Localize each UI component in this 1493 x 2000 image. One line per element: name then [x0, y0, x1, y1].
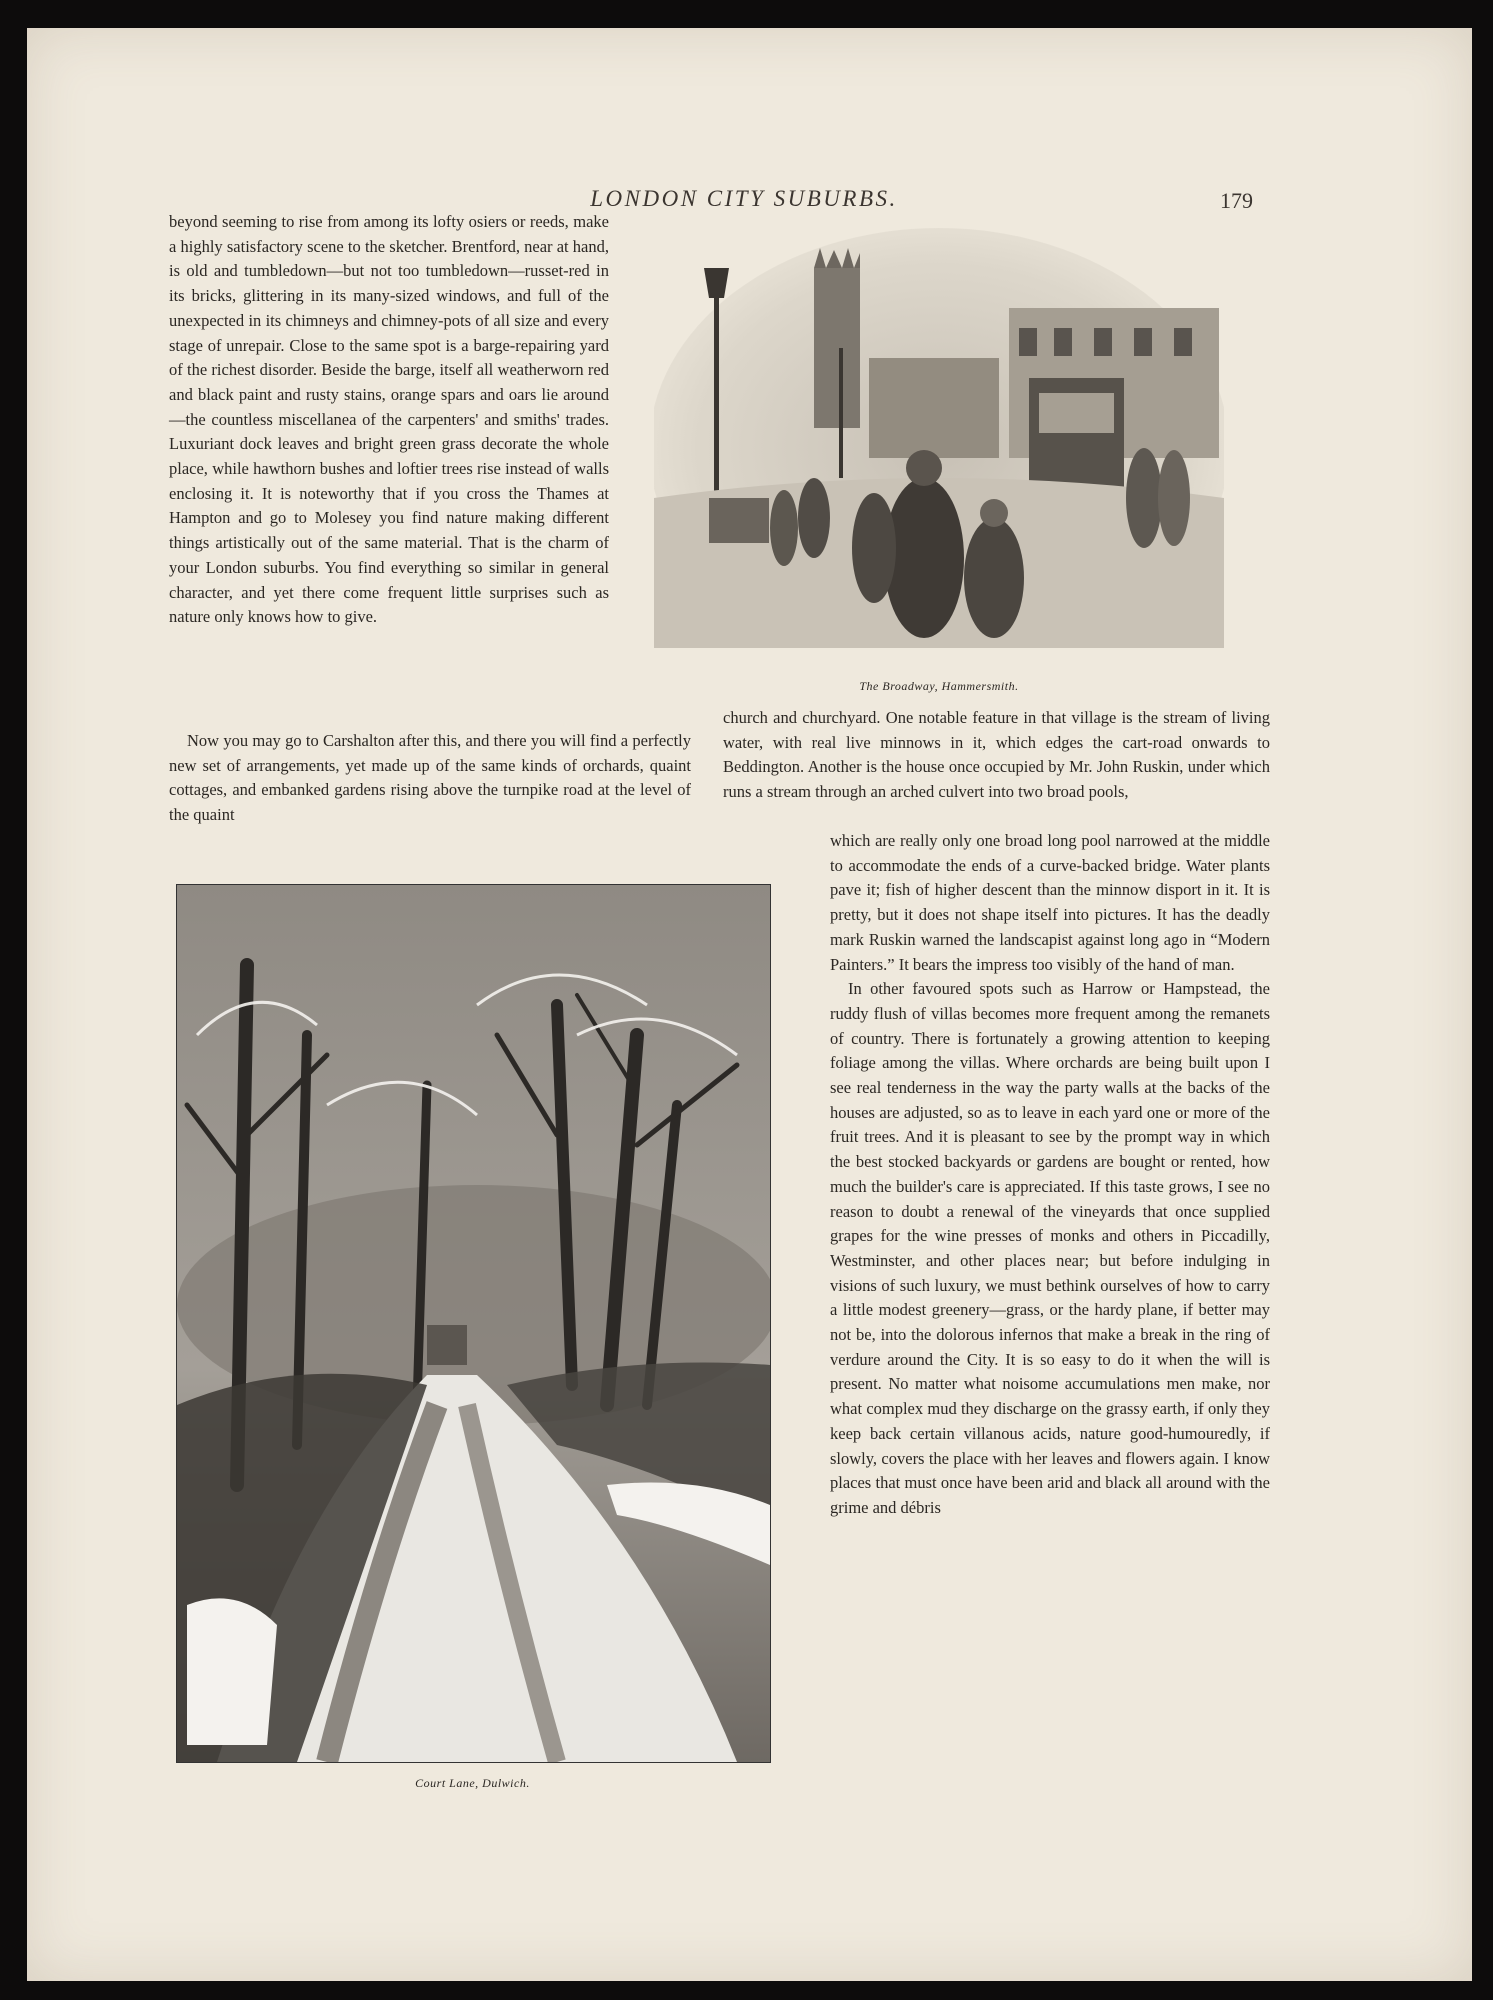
paragraph: In other favoured spots such as Harrow or Hampstead, the ruddy flush of villas becomes more frequent among the remanets of country. There is fortunately a growing attention to keeping foliage among the villas. Where orchards are being built upon I see real tenderness in the way the party walls at the backs of the houses are adjusted, so as to leave in each yard one or more of the fruit trees. And it is pleasant to see by the prompt way in which the best stocked backyards or gardens are bought or rented, how much the builder's care is appreciated. If this taste grows, I see no reason to doubt a renewal of the vineyards that once supplied grapes for the wine presses of monks and others in Piccadilly, Westminster, and other places near; but before indulging in visions of such luxury, we must bethink ourselves of how to carry a little modest greenery—grass, or the hardy plane, if better may not be, into the dolorous infernos that make a break in the ring of verdure around the City. It is so easy to do it when the will is present. No matter what noisome accumulations men make, nor what complex mud they discharge on the grassy earth, if only they keep back certain villanous acids, nature good-humouredly, if slowly, covers the place with her leaves and flowers again. I know places that must once have been arid and black all around with the grime and débris	[830, 979, 1270, 1517]
court-lane-dulwich-illustration	[176, 884, 771, 1763]
court-lane-caption: Court Lane, Dulwich.	[415, 1776, 530, 1790]
paragraph: Now you may go to Carshalton after this, and there you will find a perfectly new set of arrangements, yet made up of the same kinds of orchards, quaint cottages, and embanked gardens rising above the turnpike road at the level of the quaint	[169, 731, 691, 825]
running-header: LONDON CITY SUBURBS.	[590, 186, 898, 211]
paragraph: beyond seeming to rise from among its lofty osiers or reeds, make a highly satisfactory scene to the sketcher. Brentford, near at hand, is old and tumbledown—but not too tumbledown—russet-red in its bricks, glittering in its many-sized windows, and full of the unexpected in its chimneys and chimney-pots of all size and every stage of unrepair. Close to the same spot is a barge-repairing yard of the richest disorder. Beside the barge, itself all weatherworn red and black paint and rusty stains, orange spars and oars lie around—the countless miscellanea of the carpenters' and smiths' trades. Luxuriant dock leaves and bright green grass decorate the whole place, while hawthorn bushes and loftier trees rise instead of walls enclosing it. It is noteworthy that if you cross the Thames at Hampton and go to Molesey you find nature making different things artistically out of the same material. That is the charm of your London suburbs. You find everything so similar in general character, and yet there come frequent little surprises such as nature only knows how to give.	[169, 212, 609, 627]
left-column-continuation	[169, 729, 691, 828]
right-column-text	[830, 829, 1270, 1521]
right-column-text-top	[723, 706, 1270, 805]
page-number: 179	[1220, 188, 1253, 213]
broadway-caption: The Broadway, Hammersmith.	[859, 679, 1019, 693]
paragraph: church and churchyard. One notable feature in that village is the stream of living water, with real live minnows in it, which edges the cart-road onwards to Beddington. Another is the house once occupied by Mr. John Ruskin, under which runs a stream through an arched culvert into two broad pools,	[723, 708, 1270, 802]
paragraph: which are really only one broad long pool narrowed at the middle to accommodate the ends of a curve-backed bridge. Water plants pave it; fish of higher descent than the minnow disport in it. It is pretty, but it does not shape itself into pictures. It has the deadly mark Ruskin warned the landscapist against long ago in “Modern Painters.” It bears the impress too visibly of the hand of man.	[830, 831, 1270, 974]
magazine-page	[27, 28, 1472, 1981]
broadway-hammersmith-illustration	[654, 228, 1224, 648]
left-column-text	[169, 210, 609, 630]
